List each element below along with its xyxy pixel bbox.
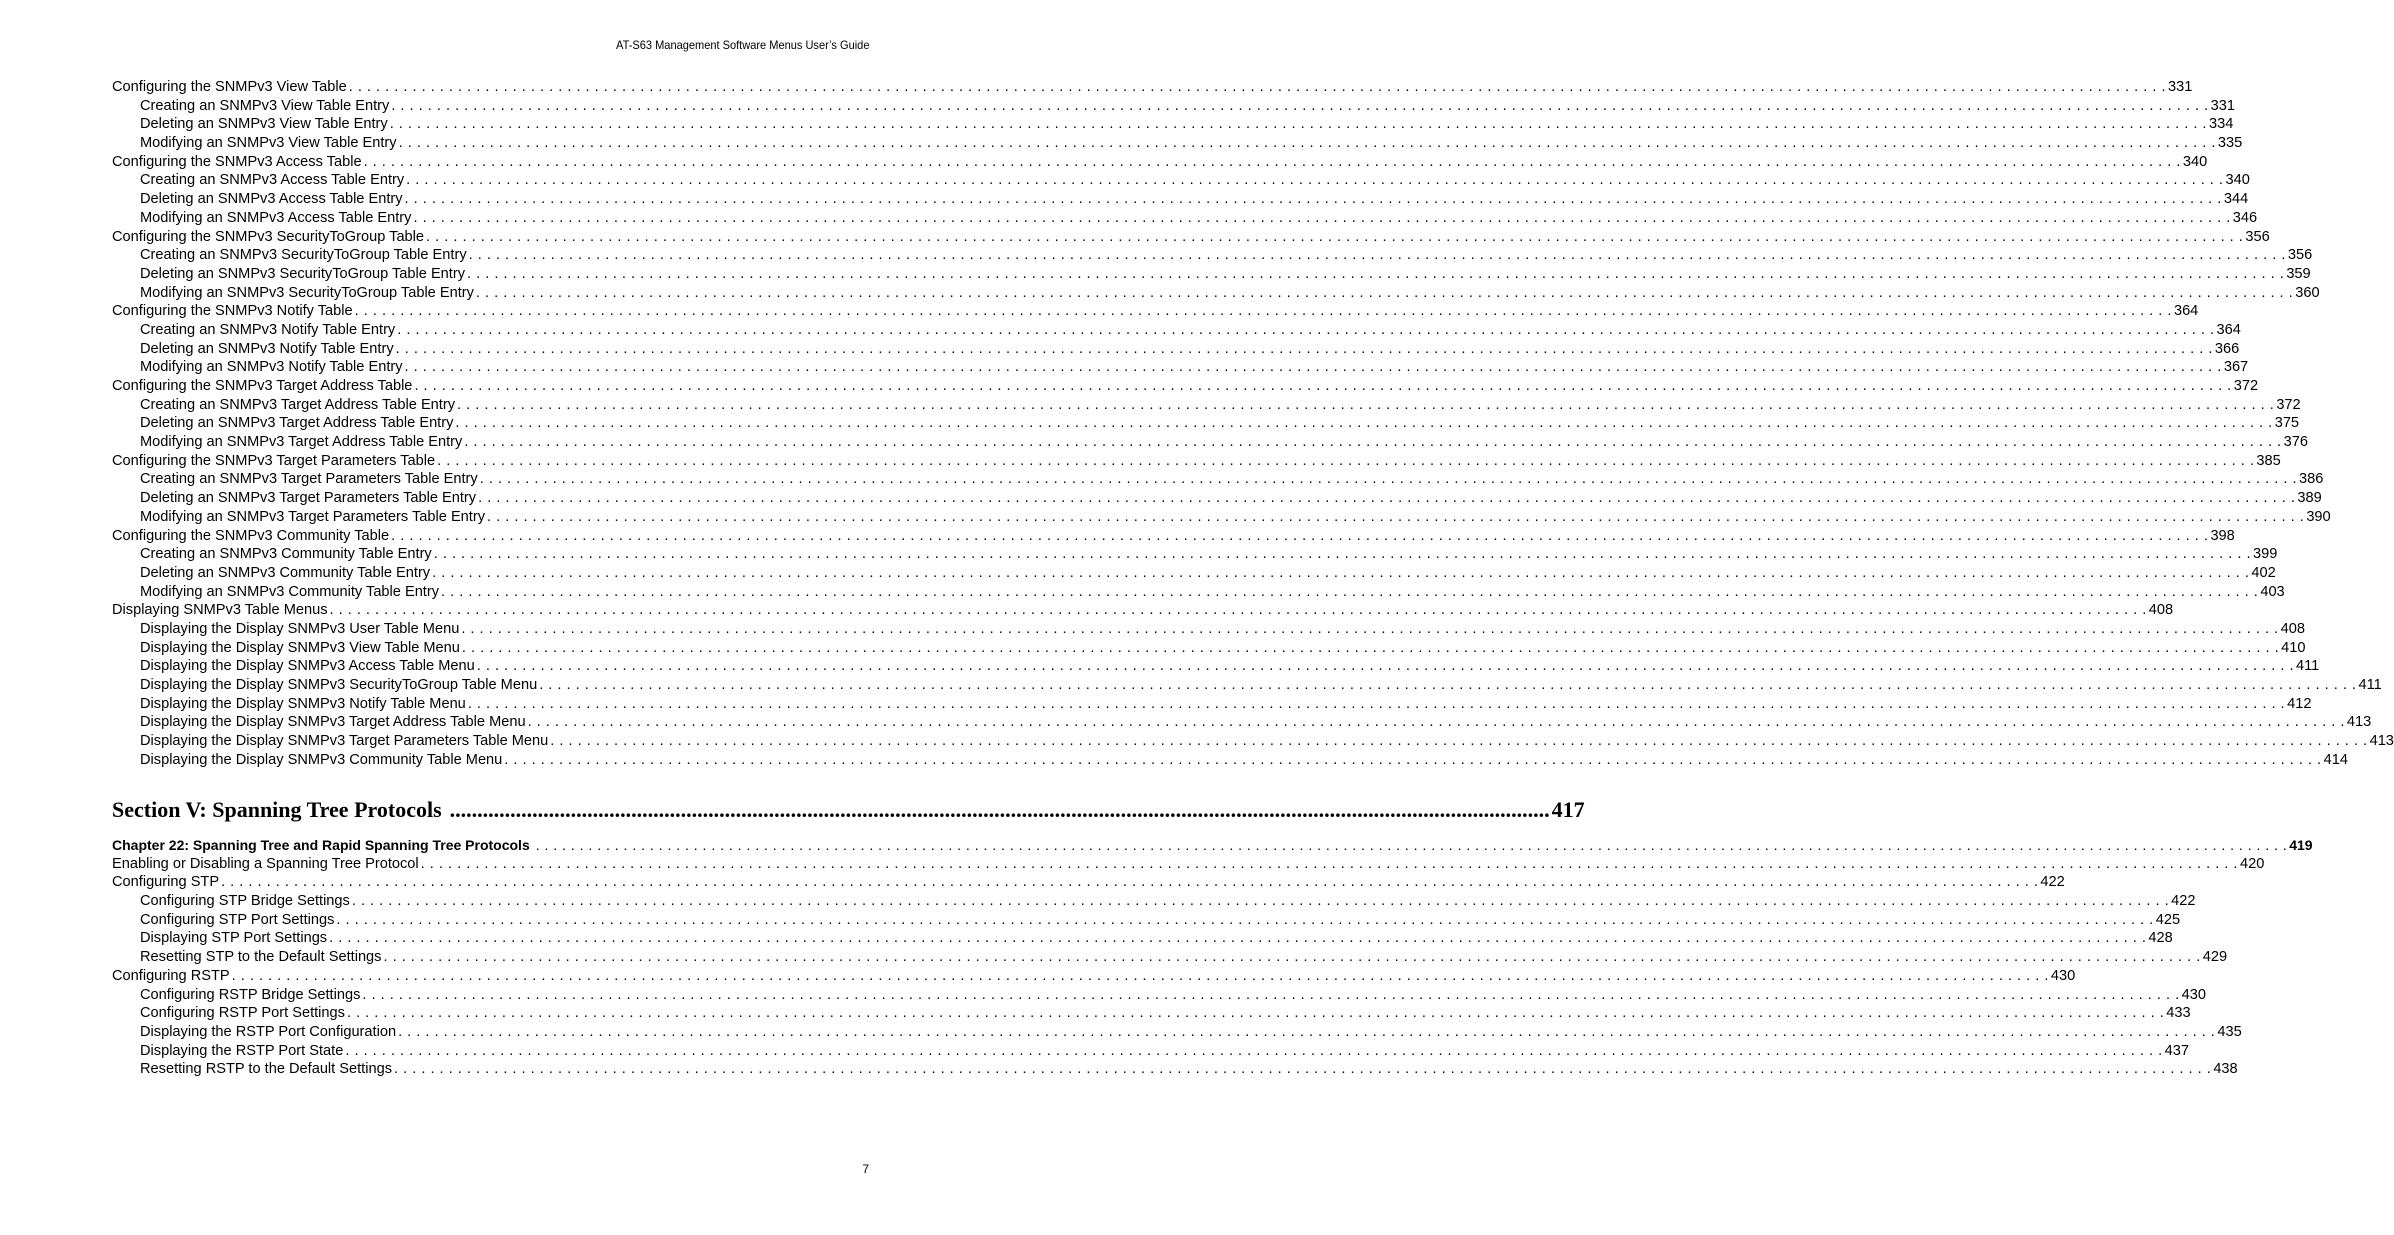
- toc-entry-title: Chapter 22: Spanning Tree and Rapid Spanning Tree Protocols: [112, 837, 530, 853]
- toc-entry[interactable]: [112, 302, 2199, 321]
- toc-entry-title: Displaying the Display SNMPv3 View Table Menu: [140, 639, 460, 656]
- toc-entry-title: Configuring the SNMPv3 Notify Table: [112, 303, 353, 320]
- dot-leader: ........................................................................................................................................................................................................: [449, 797, 1550, 822]
- toc-entry-title: Creating an SNMPv3 Notify Table Entry: [140, 321, 396, 338]
- toc-entry[interactable]: [112, 190, 2249, 209]
- toc-entry-title: Displaying the Display SNMPv3 SecurityToGroup Table Menu: [140, 677, 538, 693]
- toc-entry-title: Deleting an SNMPv3 Target Address Table Entry: [140, 415, 454, 432]
- toc-entry[interactable]: [112, 115, 2234, 134]
- toc-entry[interactable]: [112, 601, 2174, 620]
- toc-entry-page: 433: [2166, 1005, 2191, 1022]
- toc-entry-page: 419: [2289, 837, 2313, 853]
- toc-entry-page: 435: [2217, 1023, 2242, 1040]
- dot-leader: . . . . . . . . . . . . . . . . . . . . . . . . . . . . . . . . . . . . . . . . . . . . . . . . . . . . . . . . . . . . . . . . . . . . . . . . . . . . . . . . . . . . . . . . . . . . . . . . . . . . . . . . . . . . . . . . . . . . . . . . . . . . . . . . . . . . . . . . . . . . . . . . . . . . . . . . . . . . . . . . . . . . . . . . . . . . . . . . . . . . . . . . . . . . . . . . . . . . . . . .: [467, 695, 2286, 712]
- dot-leader: . . . . . . . . . . . . . . . . . . . . . . . . . . . . . . . . . . . . . . . . . . . . . . . . . . . . . . . . . . . . . . . . . . . . . . . . . . . . . . . . . . . . . . . . . . . . . . . . . . . . . . . . . . . . . . . . . . . . . . . . . . . . . . . . . . . . . . . . . . . . . . . . . . . . . . . . . . . . . . . . . . . . . . . . . . . . . . . . . . . . . . . . . . . . . . . . . . . . . . . .: [351, 893, 2170, 910]
- toc-entry[interactable]: [112, 639, 2306, 658]
- dot-leader: . . . . . . . . . . . . . . . . . . . . . . . . . . . . . . . . . . . . . . . . . . . . . . . . . . . . . . . . . . . . . . . . . . . . . . . . . . . . . . . . . . . . . . . . . . . . . . . . . . . . . . . . . . . . . . . . . . . . . . . . . . . . . . . . . . . . . . . . . . . . . . . . . . . . . . . . . . . . . . . . . . . . . . . . . . . . . . . . . . . . . . . . . . . . . . . . . . . . . . . .: [426, 228, 2244, 245]
- toc-entry[interactable]: [112, 620, 2305, 639]
- toc-entry-page: 364: [2216, 321, 2241, 338]
- toc-entry-page: 367: [2223, 359, 2249, 376]
- toc-entry[interactable]: [112, 470, 2324, 489]
- section-page: 417: [1551, 797, 1585, 822]
- toc-entry-title: Modifying an SNMPv3 Community Table Entry: [140, 583, 440, 600]
- toc-entry[interactable]: [112, 1060, 2238, 1079]
- toc-entry-page: 331: [2168, 79, 2193, 95]
- dot-leader: . . . . . . . . . . . . . . . . . . . . . . . . . . . . . . . . . . . . . . . . . . . . . . . . . . . . . . . . . . . . . . . . . . . . . . . . . . . . . . . . . . . . . . . . . . . . . . . . . . . . . . . . . . . . . . . . . . . . . . . . . . . . . . . . . . . . . . . . . . . . . . . . . . . . . . . . . . . . . . . . . . . . . . . . . . . . . . . . . . . . . . . . . . . . . . . . . . . . . . . .: [231, 967, 2049, 984]
- toc-entry-title: Deleting an SNMPv3 Community Table Entry: [140, 564, 431, 581]
- toc-entry-page: 356: [2287, 247, 2313, 264]
- dot-leader: . . . . . . . . . . . . . . . . . . . . . . . . . . . . . . . . . . . . . . . . . . . . . . . . . . . . . . . . . . . . . . . . . . . . . . . . . . . . . . . . . . . . . . . . . . . . . . . . . . . . . . . . . . . . . . . . . . . . . . . . . . . . . . . . . . . . . . . . . . . . . . . . . . . . . . . . . . . . . . . . . . . . . . . . . . . . . . . . . . . . . . . . . . . . . . . . . . . . . . . .: [389, 116, 2207, 133]
- toc-entry[interactable]: [112, 967, 2076, 986]
- toc-entry[interactable]: [112, 855, 2265, 874]
- toc-entry-title: Resetting STP to the Default Settings: [140, 949, 382, 966]
- toc-entry[interactable]: [112, 508, 2331, 527]
- toc-entry[interactable]: [112, 545, 2278, 564]
- toc-entry-title: Configuring STP Port Settings: [140, 911, 335, 928]
- toc-entry-page: 389: [2297, 490, 2322, 507]
- toc-entry[interactable]: [112, 321, 2241, 340]
- dot-leader: . . . . . . . . . . . . . . . . . . . . . . . . . . . . . . . . . . . . . . . . . . . . . . . . . . . . . . . . . . . . . . . . . . . . . . . . . . . . . . . . . . . . . . . . . . . . . . . . . . . . . . . . . . . . . . . . . . . . . . . . . . . . . . . . . . . . . . . . . . . . . . . . . . . . . . . . . . . . . . . . . . . . . . . . . . . . . . . . . . . . . . . . . . . . . . . . . . . . . . . .: [476, 658, 2295, 675]
- toc-entry[interactable]: [112, 134, 2243, 153]
- toc-entry-page: 375: [2274, 415, 2300, 432]
- toc-entry[interactable]: [112, 489, 2322, 508]
- dot-leader: . . . . . . . . . . . . . . . . . . . . . . . . . . . . . . . . . . . . . . . . . . . . . . . . . . . . . . . . . . . . . . . . . . . . . . . . . . . . . . . . . . . . . . . . . . . . . . . . . . . . . . . . . . . . . . . . . . . . . . . . . . . . . . . . . . . . . . . . . . . . . . . . . . . . . . . . . . . . . . . . . . . . . . . . . . . . . . . . . . . . . . . . . . . . . . . . . . . . . . . .: [221, 874, 2039, 891]
- dot-leader: . . . . . . . . . . . . . . . . . . . . . . . . . . . . . . . . . . . . . . . . . . . . . . . . . . . . . . . . . . . . . . . . . . . . . . . . . . . . . . . . . . . . . . . . . . . . . . . . . . . . . . . . . . . . . . . . . . . . . . . . . . . . . . . . . . . . . . . . . . . . . . . . . . . . . . . . . . . . . . . . . . . . . . . . . . . . . . . . . . . . . . . . . . . . . . . . . . . . . . . .: [478, 490, 2296, 507]
- dot-leader: . . . . . . . . . . . . . . . . . . . . . . . . . . . . . . . . . . . . . . . . . . . . . . . . . . . . . . . . . . . . . . . . . . . . . . . . . . . . . . . . . . . . . . . . . . . . . . . . . . . . . . . . . . . . . . . . . . . . . . . . . . . . . . . . . . . . . . . . . . . . . . . . . . . . . . . . . . . . . . . . . . . . . . . . . . . . . . . . . . . . . . . . . . . . . . . . . . . . . . . .: [363, 153, 2181, 170]
- toc-entry-title: Modifying an SNMPv3 Target Address Table Entry: [140, 434, 463, 451]
- toc-entry-title: Configuring the SNMPv3 View Table: [112, 79, 347, 95]
- toc-entry-page: 430: [2050, 967, 2076, 984]
- dot-leader: . . . . . . . . . . . . . . . . . . . . . . . . . . . . . . . . . . . . . . . . . . . . . . . . . . . . . . . . . . . . . . . . . . . . . . . . . . . . . . . . . . . . . . . . . . . . . . . . . . . . . . . . . . . . . . . . . . . . . . . . . . . . . . . . . . . . . . . . . . . . . . . . . . . . . . . . . . . . . . . . . . . . . . . . . . . . . . . . . . . . . . . . . . . . . . . . . . . . . . . .: [441, 583, 2259, 600]
- toc-entry[interactable]: [112, 948, 2228, 967]
- toc-entry-title: Configuring RSTP Bridge Settings: [140, 986, 361, 1003]
- toc-entry[interactable]: [112, 171, 2250, 190]
- dot-leader: . . . . . . . . . . . . . . . . . . . . . . . . . . . . . . . . . . . . . . . . . . . . . . . . . . . . . . . . . . . . . . . . . . . . . . . . . . . . . . . . . . . . . . . . . . . . . . . . . . . . . . . . . . . . . . . . . . . . . . . . . . . . . . . . . . . . . . . . . . . . . . . . . . . . . . . . . . . . . . . . . . . . . . . . . . . . . . . . . . . . . . . . . . . . . . . . . . . . . . . .: [413, 209, 2231, 226]
- toc-entry-page: 438: [2213, 1061, 2238, 1078]
- page-number: 7: [862, 1162, 869, 1176]
- toc-entry-page: 344: [2223, 191, 2249, 208]
- toc-entry-page: 398: [2210, 527, 2235, 544]
- toc-entry-page: 420: [2239, 855, 2265, 872]
- dot-leader: . . . . . . . . . . . . . . . . . . . . . . . . . . . . . . . . . . . . . . . . . . . . . . . . . . . . . . . . . . . . . . . . . . . . . . . . . . . . . . . . . . . . . . . . . . . . . . . . . . . . . . . . . . . . . . . . . . . . . . . . . . . . . . . . . . . . . . . . . . . . . . . . . . . . . . . . . . . . . . . . . . . . . . . . . . . . . . . . . . . . . . . . . . . . . . . . . . . . . . . .: [397, 321, 2215, 338]
- toc-entry[interactable]: [112, 911, 2181, 930]
- toc-entry-page: 437: [2164, 1042, 2189, 1059]
- toc-entry-page: 356: [2245, 228, 2270, 245]
- dot-leader: . . . . . . . . . . . . . . . . . . . . . . . . . . . . . . . . . . . . . . . . . . . . . . . . . . . . . . . . . . . . . . . . . . . . . . . . . . . . . . . . . . . . . . . . . . . . . . . . . . . . . . . . . . . . . . . . . . . . . . . . . . . . . . . . . . . . . . . . . . . . . . . . . . . . . . . . . . . . . . . . . . . . . . . . . . . . . . . . . . . . . . . . . . . . . . . . . . . . . . . .: [550, 733, 2368, 750]
- toc-entry-page: 413: [2369, 733, 2394, 750]
- section-title: Section V: Spanning Tree Protocols: [112, 797, 442, 822]
- dot-leader: . . . . . . . . . . . . . . . . . . . . . . . . . . . . . . . . . . . . . . . . . . . . . . . . . . . . . . . . . . . . . . . . . . . . . . . . . . . . . . . . . . . . . . . . . . . . . . . . . . . . . . . . . . . . . . . . . . . . . . . . . . . . . . . . . . . . . . . . . . . . . . . . . . . . . . . . . . . . . . . . . . . . . . . . . . . . . . . . . . . . . . . . . . . . . . . . . . . . . . . .: [336, 911, 2154, 928]
- toc-entry-title: Displaying the Display SNMPv3 User Table Menu: [140, 620, 460, 637]
- dot-leader: . . . . . . . . . . . . . . . . . . . . . . . . . . . . . . . . . . . . . . . . . . . . . . . . . . . . . . . . . . . . . . . . . . . . . . . . . . . . . . . . . . . . . . . . . . . . . . . . . . . . . . . . . . . . . . . . . . . . . . . . . . . . . . . . . . . . . . . . . . . . . . . . . . . . . . . . . . . . . . . . . . . . . . . . . . . . . . . . . . . . . . . . . . . . . . . . . . . . . . . .: [398, 135, 2216, 152]
- toc-entry[interactable]: [112, 284, 2320, 303]
- toc-entry-title: Displaying the Display SNMPv3 Community Table Menu: [140, 751, 503, 768]
- toc-entry-page: 364: [2173, 303, 2199, 320]
- dot-leader: . . . . . . . . . . . . . . . . . . . . . . . . . . . . . . . . . . . . . . . . . . . . . . . . . . . . . . . . . . . . . . . . . . . . . . . . . . . . . . . . . . . . . . . . . . . . . . . . . . . . . . . . . . . . . . . . . . . . . . . . . . . . . . . . . . . . . . . . . . . . . . . . . . . . . . . . . . . . . . . . . . . . . . . . . . . . . . . . . . . . . . . . . . . . . . . . . . . . . . . .: [475, 284, 2294, 301]
- toc-entry[interactable]: [112, 377, 2259, 396]
- toc-entry[interactable]: [112, 564, 2276, 583]
- toc-entry-title: Configuring RSTP Port Settings: [140, 1005, 345, 1022]
- toc-entry[interactable]: [112, 78, 2193, 97]
- toc-entry[interactable]: [112, 1023, 2242, 1042]
- toc-entry[interactable]: [112, 732, 2394, 751]
- toc-entry-page: 429: [2202, 949, 2228, 966]
- toc-list-bottom: [112, 836, 2313, 1079]
- dot-leader: . . . . . . . . . . . . . . . . . . . . . . . . . . . . . . . . . . . . . . . . . . . . . . . . . . . . . . . . . . . . . . . . . . . . . . . . . . . . . . . . . . . . . . . . . . . . . . . . . . . . . . . . . . . . . . . . . . . . . . . . . . . . . . . . . . . . . . . . . . . . . . . . . . . . . . . . . . . . . . . . . . . . . . . . . . . . . . . . . . . . . . . . . . . . . . . . . . . . . . . .: [406, 172, 2224, 189]
- toc-entry-title: Modifying an SNMPv3 Notify Table Entry: [140, 359, 403, 376]
- toc-entry[interactable]: [112, 246, 2313, 265]
- toc-entry-page: 412: [2287, 695, 2312, 712]
- toc-entry[interactable]: [112, 713, 2372, 732]
- toc-entry-page: 422: [2040, 874, 2065, 891]
- toc-entry[interactable]: [112, 676, 2382, 695]
- toc-entry-page: 408: [2148, 602, 2174, 619]
- toc-entry[interactable]: [112, 657, 2320, 676]
- toc-entry-title: Displaying the Display SNMPv3 Notify Table Menu: [140, 695, 466, 712]
- toc-entry-title: Creating an SNMPv3 Target Parameters Table Entry: [140, 471, 478, 488]
- dot-leader: . . . . . . . . . . . . . . . . . . . . . . . . . . . . . . . . . . . . . . . . . . . . . . . . . . . . . . . . . . . . . . . . . . . . . . . . . . . . . . . . . . . . . . . . . . . . . . . . . . . . . . . . . . . . . . . . . . . . . . . . . . . . . . . . . . . . . . . . . . . . . . . . . . . . . . . . . . . . . . . . . . . . . . . . . . . . . . . . . . . . . . . . . . . . . . . . . . . . . . . .: [464, 434, 2282, 451]
- dot-leader: . . . . . . . . . . . . . . . . . . . . . . . . . . . . . . . . . . . . . . . . . . . . . . . . . . . . . . . . . . . . . . . . . . . . . . . . . . . . . . . . . . . . . . . . . . . . . . . . . . . . . . . . . . . . . . . . . . . . . . . . . . . . . . . . . . . . . . . . . . . . . . . . . . . . . . . . . . . . . . . . . . . . . . . . . . . . . . . . . . . . . . . . . . . . . . . . . . . . . . . .: [348, 79, 2167, 95]
- toc-entry-title: Configuring the SNMPv3 Access Table: [112, 153, 362, 170]
- toc-entry-title: Configuring the SNMPv3 SecurityToGroup Table: [112, 228, 425, 245]
- dot-leader: . . . . . . . . . . . . . . . . . . . . . . . . . . . . . . . . . . . . . . . . . . . . . . . . . . . . . . . . . . . . . . . . . . . . . . . . . . . . . . . . . . . . . . . . . . . . . . . . . . . . . . . . . . . . . . . . . . . . . . . . . . . . . . . . . . . . . . . . . . . . . . . . . . . . . . . . . . . . . . . . . . . . . . . . . . . . . . . . . . . . . . . . . . . . . . . . . . . . . . . .: [345, 1042, 2163, 1059]
- dot-leader: . . . . . . . . . . . . . . . . . . . . . . . . . . . . . . . . . . . . . . . . . . . . . . . . . . . . . . . . . . . . . . . . . . . . . . . . . . . . . . . . . . . . . . . . . . . . . . . . . . . . . . . . . . . . . . . . . . . . . . . . . . . . . . . . . . . . . . . . . . . . . . . . . . . . . . . . . . . . . . . . . . . . . . . . . . . . . . . . . . . . . . . . . . . . . . . . . . . . . . . .: [504, 751, 2322, 768]
- toc-entry[interactable]: [112, 209, 2258, 228]
- toc-entry-page: 359: [2286, 265, 2311, 282]
- toc-entry-page: 376: [2283, 434, 2308, 451]
- toc-entry[interactable]: [112, 695, 2312, 714]
- toc-entry[interactable]: [112, 396, 2301, 415]
- dot-leader: . . . . . . . . . . . . . . . . . . . . . . . . . . . . . . . . . . . . . . . . . . . . . . . . . . . . . . . . . . . . . . . . . . . . . . . . . . . . . . . . . . . . . . . . . . . . . . . . . . . . . . . . . . . . . . . . . . . . . . . . . . . . . . . . . . . . . . . . . . . . . . . . . . . . . . . . . . . . . . . . . . . . . . . . . . . . . . . . . . . . . . . . . . . . . . . . . . . . . . . .: [346, 1005, 2165, 1022]
- toc-entry-title: Resetting RSTP to the Default Settings: [140, 1061, 393, 1078]
- dot-leader: . . . . . . . . . . . . . . . . . . . . . . . . . . . . . . . . . . . . . . . . . . . . . . . . . . . . . . . . . . . . . . . . . . . . . . . . . . . . . . . . . . . . . . . . . . . . . . . . . . . . . . . . . . . . . . . . . . . . . . . . . . . . . . . . . . . . . . . . . . . . . . . . . . . . . . . . . . . . . . . . . . . . . . . . . . . . . . . . . . . . . . . . . . . . . . . . . . . . . . . .: [362, 986, 2180, 1003]
- dot-leader: . . . . . . . . . . . . . . . . . . . . . . . . . . . . . . . . . . . . . . . . . . . . . . . . . . . . . . . . . . . . . . . . . . . . . . . . . . . . . . . . . . . . . . . . . . . . . . . . . . . . . . . . . . . . . . . . . . . . . . . . . . . . . . . . . . . . . . . . . . . . . . . . . . . . . . . . . . . . . . . . . . . . . . . . . . . . . . . . . . . . . . . . . . . . . . . . . . . . . . . .: [455, 415, 2273, 432]
- dot-leader: . . . . . . . . . . . . . . . . . . . . . . . . . . . . . . . . . . . . . . . . . . . . . . . . . . . . . . . . . . . . . . . . . . . . . . . . . . . . . . . . . . . . . . . . . . . . . . . . . . . . . . . . . . . . . . . . . . . . . . . . . . . . . . . . . . . . . . . . . . . . . . . . . . . . . . . . . . . . . . . . . . . . . . . . . . . . . . . . . . . . . . . . . . . . . . . . . . . . . . . .: [414, 378, 2232, 394]
- toc-entry-title: Deleting an SNMPv3 Access Table Entry: [140, 191, 403, 208]
- toc-entry-title: Displaying STP Port Settings: [140, 930, 328, 947]
- toc-entry-title: Configuring STP: [112, 874, 220, 891]
- toc-entry-page: 340: [2182, 153, 2208, 170]
- dot-leader: . . . . . . . . . . . . . . . . . . . . . . . . . . . . . . . . . . . . . . . . . . . . . . . . . . . . . . . . . . . . . . . . . . . . . . . . . . . . . . . . . . . . . . . . . . . . . . . . . . . . . . . . . . . . . . . . . . . . . . . . . . . . . . . . . . . . . . . . . . . . . . . . . . . . . . . . . . . . . . . . . . . . . . . . . . . . . . . . . . . . . . . . . . . . . . . . . . . . . . . .: [535, 837, 2288, 853]
- dot-leader: . . . . . . . . . . . . . . . . . . . . . . . . . . . . . . . . . . . . . . . . . . . . . . . . . . . . . . . . . . . . . . . . . . . . . . . . . . . . . . . . . . . . . . . . . . . . . . . . . . . . . . . . . . . . . . . . . . . . . . . . . . . . . . . . . . . . . . . . . . . . . . . . . . . . . . . . . . . . . . . . . . . . . . . . . . . . . . . . . . . . . . . . . . . . . . . . . . . . . . . .: [433, 546, 2252, 563]
- toc-entry-title: Deleting an SNMPv3 Target Parameters Table Entry: [140, 490, 477, 507]
- toc-entry-title: Configuring RSTP: [112, 967, 230, 984]
- toc-entry[interactable]: [112, 228, 2270, 247]
- toc-entry-title: Modifying an SNMPv3 View Table Entry: [140, 135, 397, 152]
- dot-leader: . . . . . . . . . . . . . . . . . . . . . . . . . . . . . . . . . . . . . . . . . . . . . . . . . . . . . . . . . . . . . . . . . . . . . . . . . . . . . . . . . . . . . . . . . . . . . . . . . . . . . . . . . . . . . . . . . . . . . . . . . . . . . . . . . . . . . . . . . . . . . . . . . . . . . . . . . . . . . . . . . . . . . . . . . . . . . . . . . . . . . . . . . . . . . . . . . . . . . . . .: [461, 620, 2279, 637]
- toc-entry-page: 334: [2208, 116, 2234, 133]
- toc-entry-title: Enabling or Disabling a Spanning Tree Protocol: [112, 855, 419, 872]
- toc-entry-title: Creating an SNMPv3 Access Table Entry: [140, 172, 405, 189]
- dot-leader: . . . . . . . . . . . . . . . . . . . . . . . . . . . . . . . . . . . . . . . . . . . . . . . . . . . . . . . . . . . . . . . . . . . . . . . . . . . . . . . . . . . . . . . . . . . . . . . . . . . . . . . . . . . . . . . . . . . . . . . . . . . . . . . . . . . . . . . . . . . . . . . . . . . . . . . . . . . . . . . . . . . . . . . . . . . . . . . . . . . . . . . . . . . . . . . . . . . . . . . .: [487, 508, 2305, 525]
- dot-leader: . . . . . . . . . . . . . . . . . . . . . . . . . . . . . . . . . . . . . . . . . . . . . . . . . . . . . . . . . . . . . . . . . . . . . . . . . . . . . . . . . . . . . . . . . . . . . . . . . . . . . . . . . . . . . . . . . . . . . . . . . . . . . . . . . . . . . . . . . . . . . . . . . . . . . . . . . . . . . . . . . . . . . . . . . . . . . . . . . . . . . . . . . . . . . . . . . . . . . . . .: [395, 340, 2213, 357]
- toc-entry-page: 399: [2253, 546, 2278, 563]
- toc-entry-page: 335: [2217, 135, 2243, 152]
- dot-leader: . . . . . . . . . . . . . . . . . . . . . . . . . . . . . . . . . . . . . . . . . . . . . . . . . . . . . . . . . . . . . . . . . . . . . . . . . . . . . . . . . . . . . . . . . . . . . . . . . . . . . . . . . . . . . . . . . . . . . . . . . . . . . . . . . . . . . . . . . . . . . . . . . . . . . . . . . . . . . . . . . . . . . . . . . . . . . . . . . . . . . . . . . . . . . . . . . . . . . . . .: [437, 452, 2255, 469]
- toc-entry[interactable]: [112, 583, 2285, 602]
- toc-entry-title: Displaying SNMPv3 Table Menus: [112, 602, 328, 619]
- toc-entry[interactable]: [112, 527, 2235, 546]
- toc-entry-title: Creating an SNMPv3 SecurityToGroup Table Entry: [140, 247, 467, 264]
- toc-entry-page: 386: [2299, 471, 2324, 488]
- dot-leader: . . . . . . . . . . . . . . . . . . . . . . . . . . . . . . . . . . . . . . . . . . . . . . . . . . . . . . . . . . . . . . . . . . . . . . . . . . . . . . . . . . . . . . . . . . . . . . . . . . . . . . . . . . . . . . . . . . . . . . . . . . . . . . . . . . . . . . . . . . . . . . . . . . . . . . . . . . . . . . . . . . . . . . . . . . . . . . . . . . . . . . . . . . . . . . . . . . . . . . . .: [394, 1061, 2212, 1078]
- dot-leader: . . . . . . . . . . . . . . . . . . . . . . . . . . . . . . . . . . . . . . . . . . . . . . . . . . . . . . . . . . . . . . . . . . . . . . . . . . . . . . . . . . . . . . . . . . . . . . . . . . . . . . . . . . . . . . . . . . . . . . . . . . . . . . . . . . . . . . . . . . . . . . . . . . . . . . . . . . . . . . . . . . . . . . . . . . . . . . . . . . . . . . . . . . . . . . . . . . . . . . . .: [404, 359, 2222, 376]
- toc-entry-page: 422: [2171, 893, 2196, 910]
- toc-entry-title: Displaying the Display SNMPv3 Target Parameters Table Menu: [140, 733, 549, 750]
- dot-leader: . . . . . . . . . . . . . . . . . . . . . . . . . . . . . . . . . . . . . . . . . . . . . . . . . . . . . . . . . . . . . . . . . . . . . . . . . . . . . . . . . . . . . . . . . . . . . . . . . . . . . . . . . . . . . . . . . . . . . . . . . . . . . . . . . . . . . . . . . . . . . . . . . . . . . . . . . . . . . . . . . . . . . . . . . . . . . . . . . . . . . . . . . . . . . . . . . . . . . . . .: [329, 602, 2147, 619]
- dot-leader: . . . . . . . . . . . . . . . . . . . . . . . . . . . . . . . . . . . . . . . . . . . . . . . . . . . . . . . . . . . . . . . . . . . . . . . . . . . . . . . . . . . . . . . . . . . . . . . . . . . . . . . . . . . . . . . . . . . . . . . . . . . . . . . . . . . . . . . . . . . . . . . . . . . . . . . . . . . . . . . . . . . . . . . . . . . . . . . . . . . . . . . . . . . . . . . . . . . . . . . .: [404, 191, 2222, 208]
- dot-leader: . . . . . . . . . . . . . . . . . . . . . . . . . . . . . . . . . . . . . . . . . . . . . . . . . . . . . . . . . . . . . . . . . . . . . . . . . . . . . . . . . . . . . . . . . . . . . . . . . . . . . . . . . . . . . . . . . . . . . . . . . . . . . . . . . . . . . . . . . . . . . . . . . . . . . . . . . . . . . . . . . . . . . . . . . . . . . . . . . . . . . . . . . . . . . . . . . . . . . . . .: [457, 396, 2275, 413]
- toc-entry-title: Deleting an SNMPv3 Notify Table Entry: [140, 340, 394, 357]
- toc-entry-page: 430: [2181, 986, 2207, 1003]
- dot-leader: . . . . . . . . . . . . . . . . . . . . . . . . . . . . . . . . . . . . . . . . . . . . . . . . . . . . . . . . . . . . . . . . . . . . . . . . . . . . . . . . . . . . . . . . . . . . . . . . . . . . . . . . . . . . . . . . . . . . . . . . . . . . . . . . . . . . . . . . . . . . . . . . . . . . . . . . . . . . . . . . . . . . . . . . . . . . . . . . . . . . . . . . . . . . . . . . . . . . . . . .: [479, 471, 2298, 488]
- toc-entry[interactable]: [112, 97, 2235, 116]
- toc-entry[interactable]: [112, 1042, 2189, 1061]
- toc-entry-page: 414: [2323, 751, 2348, 768]
- toc-entry-page: 331: [2210, 97, 2235, 114]
- running-header: AT-S63 Management Software Menus User’s Guide: [615, 38, 869, 52]
- toc-entry-title: Deleting an SNMPv3 SecurityToGroup Table Entry: [140, 265, 466, 282]
- toc-entry-title: Modifying an SNMPv3 Target Parameters Table Entry: [140, 508, 486, 525]
- toc-entry-title: Displaying the Display SNMPv3 Access Table Menu: [140, 658, 475, 675]
- dot-leader: . . . . . . . . . . . . . . . . . . . . . . . . . . . . . . . . . . . . . . . . . . . . . . . . . . . . . . . . . . . . . . . . . . . . . . . . . . . . . . . . . . . . . . . . . . . . . . . . . . . . . . . . . . . . . . . . . . . . . . . . . . . . . . . . . . . . . . . . . . . . . . . . . . . . . . . . . . . . . . . . . . . . . . . . . . . . . . . . . . . . . . . . . . . . . . . . . . . . . . . .: [461, 639, 2280, 656]
- toc-entry-page: 411: [2358, 677, 2382, 693]
- toc-entry-page: 346: [2232, 209, 2258, 226]
- toc-entry-page: 428: [2148, 930, 2173, 947]
- dot-leader: . . . . . . . . . . . . . . . . . . . . . . . . . . . . . . . . . . . . . . . . . . . . . . . . . . . . . . . . . . . . . . . . . . . . . . . . . . . . . . . . . . . . . . . . . . . . . . . . . . . . . . . . . . . . . . . . . . . . . . . . . . . . . . . . . . . . . . . . . . . . . . . . . . . . . . . . . . . . . . . . . . . . . . . . . . . . . . . . . . . . . . . . . . . . . . . . . . . . . . . .: [383, 949, 2201, 966]
- toc-entry-page: 411: [2296, 658, 2320, 675]
- dot-leader: . . . . . . . . . . . . . . . . . . . . . . . . . . . . . . . . . . . . . . . . . . . . . . . . . . . . . . . . . . . . . . . . . . . . . . . . . . . . . . . . . . . . . . . . . . . . . . . . . . . . . . . . . . . . . . . . . . . . . . . . . . . . . . . . . . . . . . . . . . . . . . . . . . . . . . . . . . . . . . . . . . . . . . . . . . . . . . . . . . . . . . . . . . . . . . . . . . . . . . . .: [527, 714, 2345, 731]
- dot-leader: . . . . . . . . . . . . . . . . . . . . . . . . . . . . . . . . . . . . . . . . . . . . . . . . . . . . . . . . . . . . . . . . . . . . . . . . . . . . . . . . . . . . . . . . . . . . . . . . . . . . . . . . . . . . . . . . . . . . . . . . . . . . . . . . . . . . . . . . . . . . . . . . . . . . . . . . . . . . . . . . . . . . . . . . . . . . . . . . . . . . . . . . . . . . . . . . . . . . . . . .: [398, 1023, 2216, 1040]
- toc-entry-page: 425: [2155, 911, 2181, 928]
- dot-leader: . . . . . . . . . . . . . . . . . . . . . . . . . . . . . . . . . . . . . . . . . . . . . . . . . . . . . . . . . . . . . . . . . . . . . . . . . . . . . . . . . . . . . . . . . . . . . . . . . . . . . . . . . . . . . . . . . . . . . . . . . . . . . . . . . . . . . . . . . . . . . . . . . . . . . . . . . . . . . . . . . . . . . . . . . . . . . . . . . . . . . . . . . . . . . . . . . . . . . . . .: [432, 564, 2250, 581]
- toc-entry-title: Configuring STP Bridge Settings: [140, 893, 350, 910]
- toc-entry[interactable]: [112, 358, 2249, 377]
- toc-entry[interactable]: [112, 340, 2240, 359]
- toc-entry-title: Displaying the RSTP Port State: [140, 1042, 344, 1059]
- toc-entry[interactable]: [112, 1004, 2191, 1023]
- toc-entry-page: 366: [2214, 340, 2240, 357]
- toc-entry-title: Configuring the SNMPv3 Target Address Table: [112, 378, 413, 394]
- toc-entry-page: 340: [2225, 172, 2250, 189]
- toc-entry-page: 403: [2260, 583, 2285, 600]
- toc-entry-page: 410: [2281, 639, 2306, 656]
- toc-entry[interactable]: [112, 452, 2281, 471]
- section-heading[interactable]: [112, 797, 1585, 823]
- dot-leader: . . . . . . . . . . . . . . . . . . . . . . . . . . . . . . . . . . . . . . . . . . . . . . . . . . . . . . . . . . . . . . . . . . . . . . . . . . . . . . . . . . . . . . . . . . . . . . . . . . . . . . . . . . . . . . . . . . . . . . . . . . . . . . . . . . . . . . . . . . . . . . . . . . . . . . . . . . . . . . . . . . . . . . . . . . . . . . . . . . . . . . . . . . . . . . . . . . . . . . . .: [391, 527, 2209, 544]
- toc-entry[interactable]: [112, 892, 2196, 911]
- toc-entry[interactable]: [112, 153, 2208, 172]
- toc-entry-title: Creating an SNMPv3 View Table Entry: [140, 97, 390, 114]
- toc-entry-title: Configuring the SNMPv3 Target Parameters Table: [112, 452, 436, 469]
- toc-entry-title: Modifying an SNMPv3 SecurityToGroup Table Entry: [140, 284, 474, 301]
- toc-chapter-entry[interactable]: [112, 836, 2313, 855]
- dot-leader: . . . . . . . . . . . . . . . . . . . . . . . . . . . . . . . . . . . . . . . . . . . . . . . . . . . . . . . . . . . . . . . . . . . . . . . . . . . . . . . . . . . . . . . . . . . . . . . . . . . . . . . . . . . . . . . . . . . . . . . . . . . . . . . . . . . . . . . . . . . . . . . . . . . . . . . . . . . . . . . . . . . . . . . . . . . . . . . . . . . . . . . . . . . . . . . . . . . . . . . .: [420, 855, 2238, 872]
- toc-entry[interactable]: [112, 873, 2065, 892]
- toc-entry-page: 402: [2251, 564, 2276, 581]
- dot-leader: . . . . . . . . . . . . . . . . . . . . . . . . . . . . . . . . . . . . . . . . . . . . . . . . . . . . . . . . . . . . . . . . . . . . . . . . . . . . . . . . . . . . . . . . . . . . . . . . . . . . . . . . . . . . . . . . . . . . . . . . . . . . . . . . . . . . . . . . . . . . . . . . . . . . . . . . . . . . . . . . . . . . . . . . . . . . . . . . . . . . . . . . . . . . . . . . . . . . . . . .: [354, 303, 2172, 320]
- toc-list-top: [112, 78, 2394, 769]
- toc-entry-title: Deleting an SNMPv3 View Table Entry: [140, 116, 388, 133]
- toc-entry-title: Creating an SNMPv3 Target Address Table Entry: [140, 396, 456, 413]
- toc-entry-page: 408: [2280, 620, 2305, 637]
- toc-entry-page: 372: [2276, 396, 2301, 413]
- dot-leader: . . . . . . . . . . . . . . . . . . . . . . . . . . . . . . . . . . . . . . . . . . . . . . . . . . . . . . . . . . . . . . . . . . . . . . . . . . . . . . . . . . . . . . . . . . . . . . . . . . . . . . . . . . . . . . . . . . . . . . . . . . . . . . . . . . . . . . . . . . . . . . . . . . . . . . . . . . . . . . . . . . . . . . . . . . . . . . . . . . . . . . . . . . . . . . . . . . . . . . . .: [467, 265, 2285, 282]
- toc-entry-title: Configuring the SNMPv3 Community Table: [112, 527, 390, 544]
- toc-entry-title: Creating an SNMPv3 Community Table Entry: [140, 546, 432, 563]
- toc-entry-title: Modifying an SNMPv3 Access Table Entry: [140, 209, 412, 226]
- toc-entry-page: 390: [2306, 508, 2331, 525]
- toc-entry-title: Displaying the RSTP Port Configuration: [140, 1023, 397, 1040]
- toc-entry-page: 413: [2346, 714, 2372, 731]
- dot-leader: . . . . . . . . . . . . . . . . . . . . . . . . . . . . . . . . . . . . . . . . . . . . . . . . . . . . . . . . . . . . . . . . . . . . . . . . . . . . . . . . . . . . . . . . . . . . . . . . . . . . . . . . . . . . . . . . . . . . . . . . . . . . . . . . . . . . . . . . . . . . . . . . . . . . . . . . . . . . . . . . . . . . . . . . . . . . . . . . . . . . . . . . . . . . . . . . . . . . . . . .: [539, 677, 2357, 693]
- toc-entry[interactable]: [112, 751, 2348, 770]
- toc-entry-page: 385: [2256, 452, 2281, 469]
- toc-entry[interactable]: [112, 433, 2308, 452]
- toc-entry-page: 360: [2295, 284, 2320, 301]
- toc-entry[interactable]: [112, 986, 2207, 1005]
- toc-entry[interactable]: [112, 929, 2173, 948]
- dot-leader: . . . . . . . . . . . . . . . . . . . . . . . . . . . . . . . . . . . . . . . . . . . . . . . . . . . . . . . . . . . . . . . . . . . . . . . . . . . . . . . . . . . . . . . . . . . . . . . . . . . . . . . . . . . . . . . . . . . . . . . . . . . . . . . . . . . . . . . . . . . . . . . . . . . . . . . . . . . . . . . . . . . . . . . . . . . . . . . . . . . . . . . . . . . . . . . . . . . . . . . .: [329, 930, 2147, 947]
- toc-entry[interactable]: [112, 265, 2311, 284]
- toc-entry-page: 372: [2233, 378, 2259, 394]
- toc-entry[interactable]: [112, 414, 2300, 433]
- dot-leader: . . . . . . . . . . . . . . . . . . . . . . . . . . . . . . . . . . . . . . . . . . . . . . . . . . . . . . . . . . . . . . . . . . . . . . . . . . . . . . . . . . . . . . . . . . . . . . . . . . . . . . . . . . . . . . . . . . . . . . . . . . . . . . . . . . . . . . . . . . . . . . . . . . . . . . . . . . . . . . . . . . . . . . . . . . . . . . . . . . . . . . . . . . . . . . . . . . . . . . . .: [391, 97, 2209, 114]
- dot-leader: . . . . . . . . . . . . . . . . . . . . . . . . . . . . . . . . . . . . . . . . . . . . . . . . . . . . . . . . . . . . . . . . . . . . . . . . . . . . . . . . . . . . . . . . . . . . . . . . . . . . . . . . . . . . . . . . . . . . . . . . . . . . . . . . . . . . . . . . . . . . . . . . . . . . . . . . . . . . . . . . . . . . . . . . . . . . . . . . . . . . . . . . . . . . . . . . . . . . . . . .: [468, 247, 2286, 264]
- toc-entry-title: Displaying the Display SNMPv3 Target Address Table Menu: [140, 714, 526, 731]
